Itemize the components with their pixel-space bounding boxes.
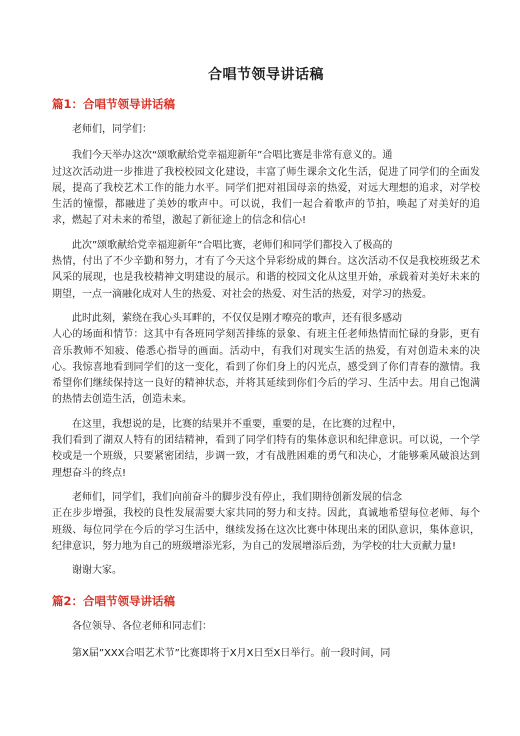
section-1-paragraph-4	[52, 417, 480, 482]
section-1-heading: 篇1：合唱节领导讲话稿	[52, 97, 176, 111]
paragraph-lead-line: 此时此刻，萦绕在我心头耳畔的，不仅仅是刚才嘹亮的歌声，还有很多感动	[72, 312, 402, 324]
paragraph-lead-line: 此次”颂歌献给党幸福迎新年”合唱比赛，老师们和同学们都投入了极高的	[72, 239, 393, 251]
section-2	[52, 593, 480, 662]
section-1-paragraph-3	[52, 311, 480, 409]
section-2-paragraph-1	[52, 646, 480, 662]
section-1-paragraph-1	[52, 148, 480, 229]
paragraph-body: 过这次活动进一步推进了我校校园文化建设，丰富了师生课余文化生活，促进了同学们的全面发展，提高了我校艺术工作的能力水平。同学们把对祖国母亲的热爱，对远大理想的追求，对学校生活的憧憬，都融进了美妙的歌声中。可以说，我们一起合着歌声的节拍，唤起了对美好的追求，燃起了对未来的希望，激起了新征途上的信念和信心!	[52, 166, 480, 227]
section-1	[52, 96, 480, 579]
paragraph-lead-line: 第X届”XXX合唱艺术节”比赛即将于X月X日至X日举行。前一段时间，同	[72, 647, 391, 659]
section-1-paragraph-2	[52, 238, 480, 303]
section-1-greeting: 老师们，同学们：	[72, 124, 152, 135]
section-1-closing: 谢谢大家。	[72, 565, 122, 577]
paragraph-body: 正在步步增强，我校的良性发展需要大家共同的努力和支持。因此，真诚地希望每位老师、每个班级、每位同学在今后的学习生活中，继续发扬在这次比赛中体现出来的团队意识，集体意识，纪律意识，努力地为自己的班级增添光彩，为自己的发展增添后劲，为学校的壮大贡献力量!	[52, 508, 480, 552]
section-2-heading: 篇2：合唱节领导讲话稿	[52, 594, 176, 609]
paragraph-lead-line: 老师们，同学们，我们向前奋斗的脚步没有停止，我们期待创新发展的信念	[72, 491, 402, 503]
section-2-greeting: 各位领导、各位老师和同志们：	[72, 621, 212, 633]
paragraph-body: 热情，付出了不少辛勤和努力，才有了今天这个异彩纷成的舞台。这次活动不仅是我校班级艺术风采的展现，也是我校精神文明建设的展示。和谐的校园文化从这里开始，承载着对美好未来的期望，一点一滴融化成对人生的热爱、对社会的热爱、对生活的热爱，对学习的热爱。	[52, 256, 480, 300]
paragraph-lead-line: 在这里，我想说的是，比赛的结果并不重要，重要的是，在比赛的过程中，	[72, 418, 402, 430]
paragraph-lead-line: 我们今天举办这次“颂歌献给党幸福迎新年”合唱比赛是非常有意义的。通	[72, 150, 393, 162]
paragraph-body: 我们看到了湖双人特有的团结精神，看到了同学们特有的集体意识和纪律意识。可以说，一个学校或是一个班级，只要紧密团结，步调一致，才有战胜困难的勇气和决心，才能够乘风破浪达到理想奋斗的终点!	[52, 435, 480, 479]
document-title: 合唱节领导讲话稿	[208, 67, 324, 83]
section-1-paragraph-5	[52, 490, 480, 555]
paragraph-body: 人心的场面和情节：这其中有各班同学刻苦排练的景象、有班主任老师热情而忙碌的身影，更有音乐教师不知疲、倦悉心指导的画面。活动中，有我们对现实生活的热爱，有对创造未来的决心。我惊喜地看到同学们的这一变化，看到了你们身上的闪光点，感受到了你们青春的激情。我希望你们继续保持这一良好的精神状态，并将其延续到你们今后的学习、生活中去。用自己饱满的热情去创造生活，创造未来。	[52, 329, 480, 406]
